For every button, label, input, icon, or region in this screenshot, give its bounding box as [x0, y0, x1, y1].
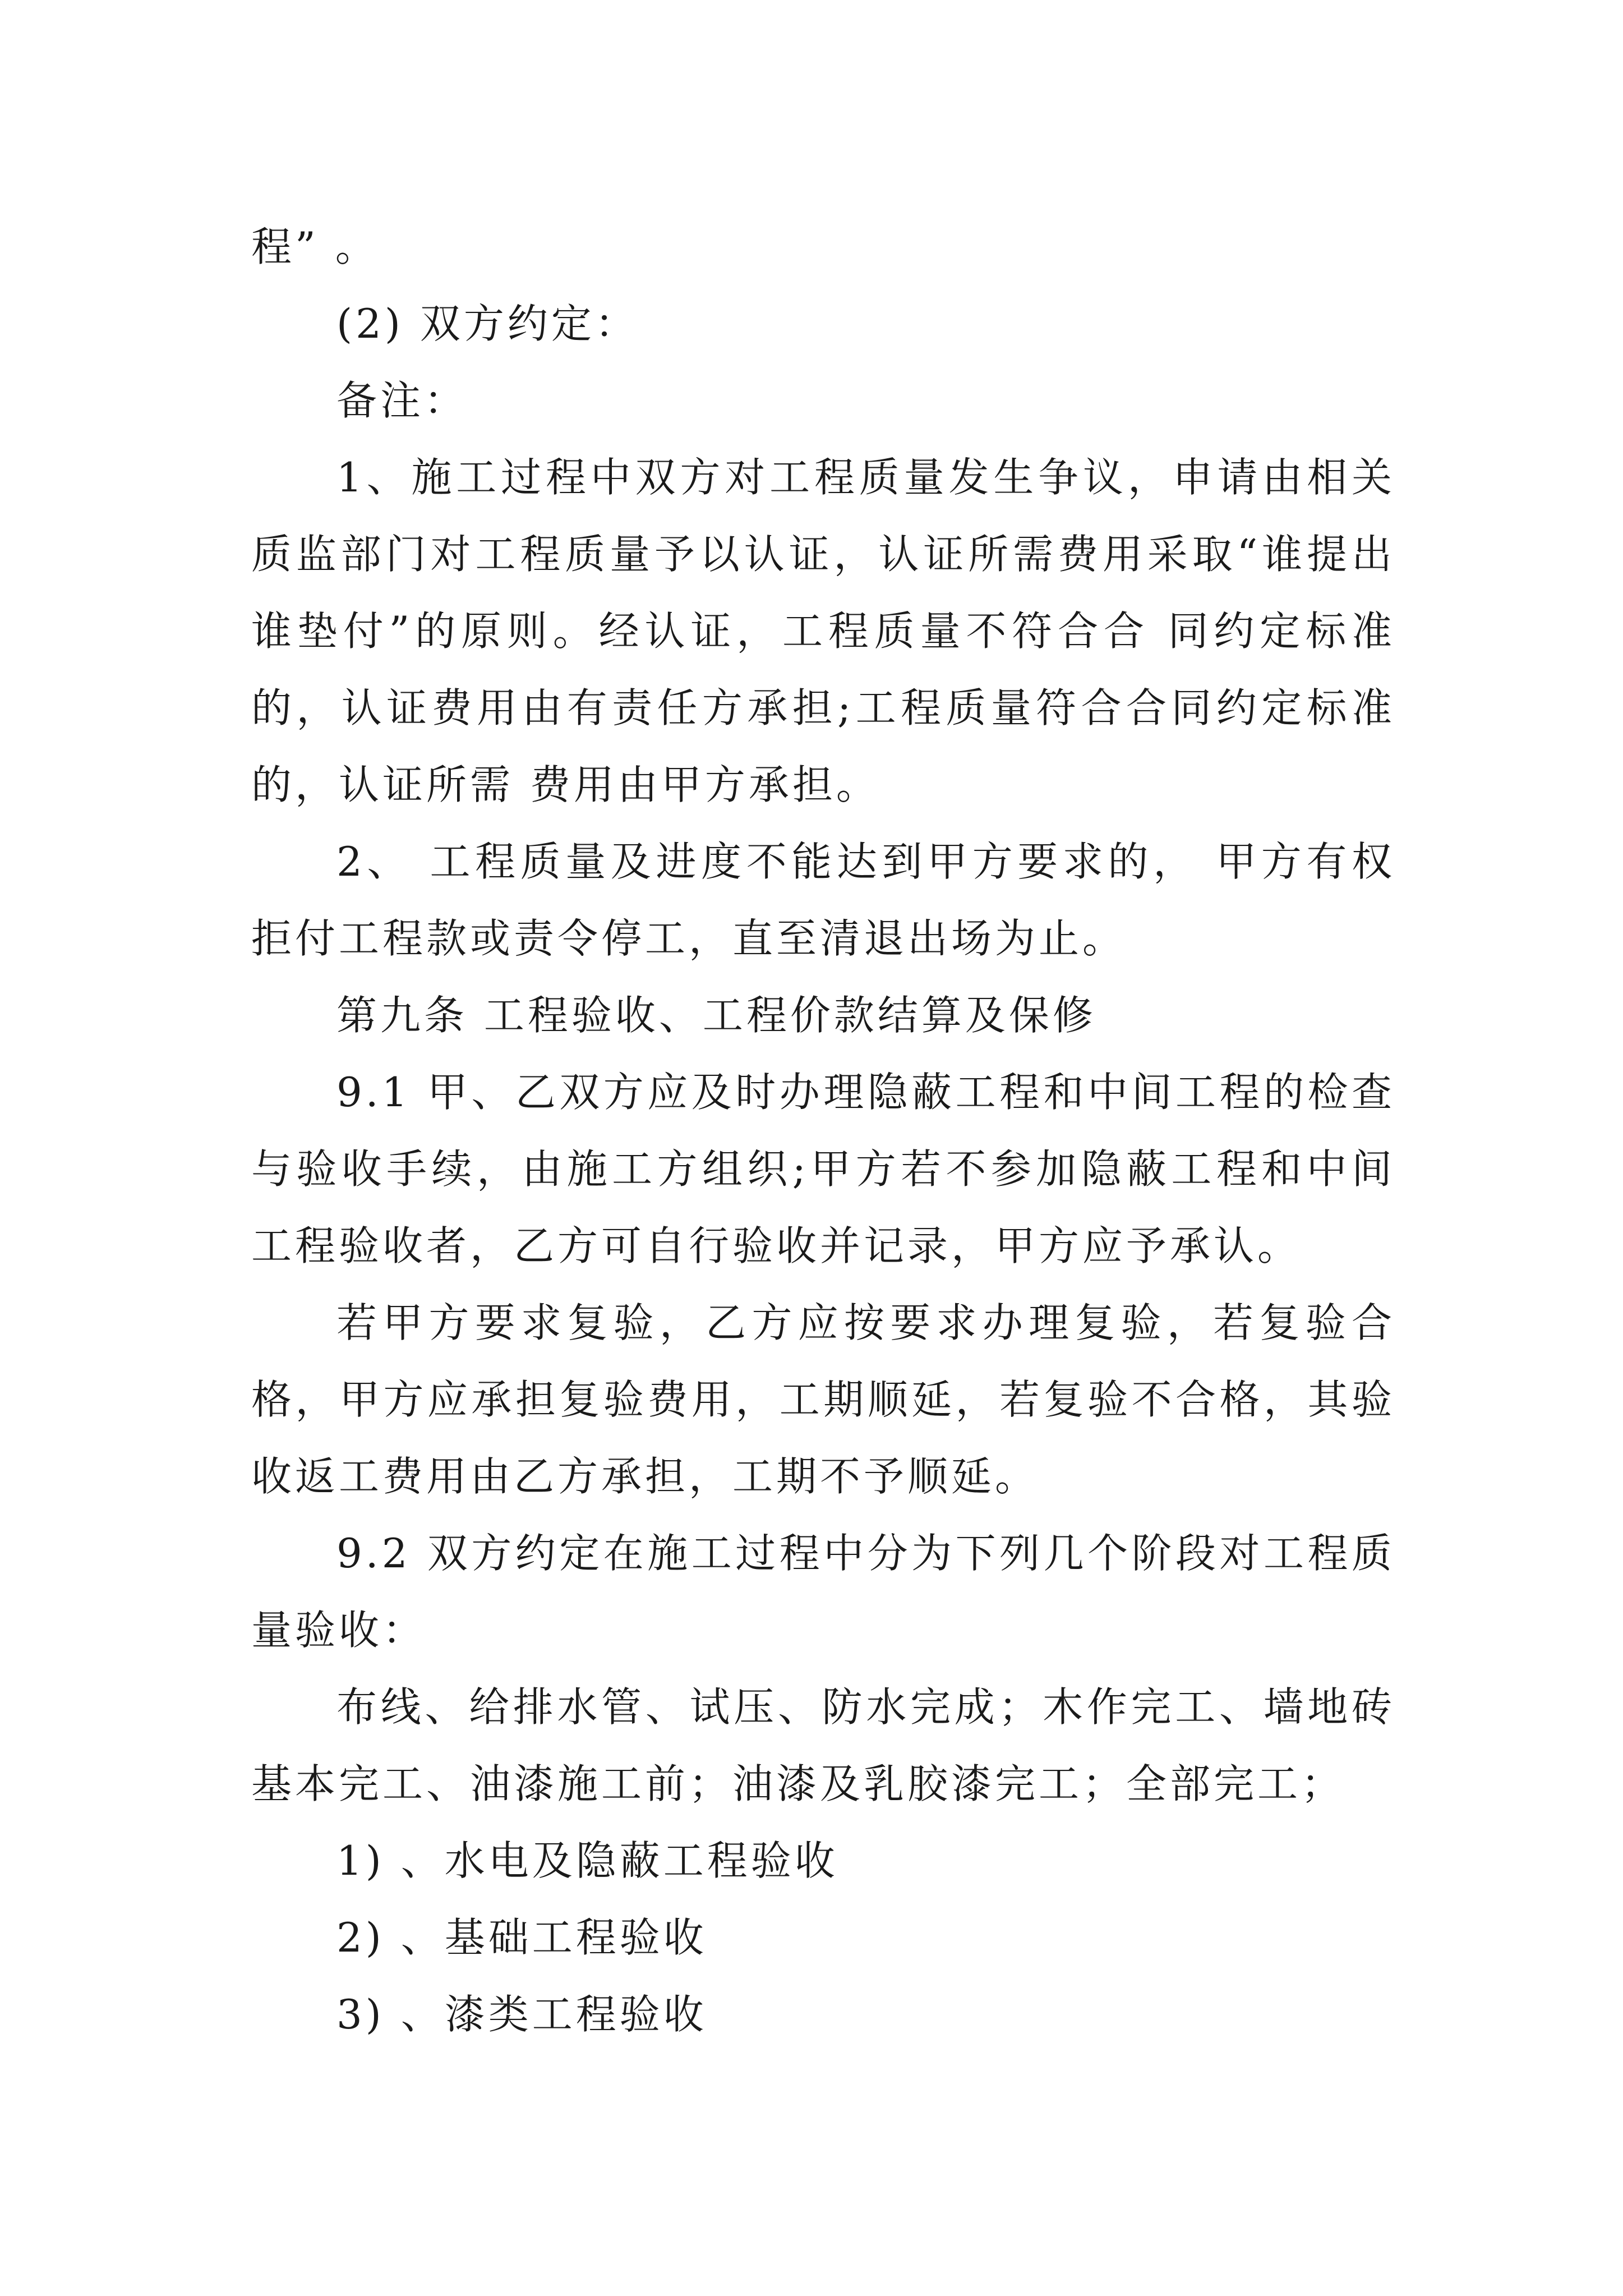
clause-9-1: 9.1 甲、乙双方应及时办理隐蔽工程和中间工程的检查与验收手续，由施工方组织;甲方若不参加隐蔽工程和中间工程验收者，乙方可自行验收并记录，甲方应予承认。: [251, 1069, 1395, 1269]
clause-9-2-stages: 布线、给排水管、试压、防水完成；木作完工、墙地砖基本完工、油漆施工前；油漆及乳胶漆完工；全部完工；: [251, 1683, 1395, 1807]
paragraph-mutual-agreement: (2) 双方约定：: [336, 300, 639, 347]
article-9-heading: 第九条 工程验收、工程价款结算及保修: [336, 992, 1096, 1039]
paragraph-continuation: 程” 。: [251, 223, 379, 270]
paragraph-remark-2: 2、 工程质量及进度不能达到甲方要求的， 甲方有权拒付工程款或责令停工，直至清退出场为止。: [251, 838, 1395, 962]
clause-9-1-reinspection: 若甲方要求复验，乙方应按要求办理复验，若复验合格，甲方应承担复验费用，工期顺延，若复验不合格，其验收返工费用由乙方承担，工期不予顺延。: [251, 1299, 1395, 1500]
paragraph-remarks-heading: 备注：: [336, 377, 468, 424]
list-item-3: 3) 、漆类工程验收: [336, 1991, 707, 2038]
list-item-1: 1) 、水电及隐蔽工程验收: [336, 1837, 838, 1884]
paragraph-remark-1: 1、施工过程中双方对工程质量发生争议，申请由相关质监部门对工程质量予以认证，认证所需费用采取“谁提出谁垫付”的原则。经认证，工程质量不符合合 同约定标准的，认证费用由有责任方承担;工程质量符合合同约定标准的，认证所需 费用由甲方承担。: [251, 454, 1395, 808]
document-body: [251, 209, 1395, 2053]
list-item-2: 2) 、基础工程验收: [336, 1914, 707, 1961]
clause-9-2: 9.2 双方约定在施工过程中分为下列几个阶段对工程质量验收：: [251, 1530, 1395, 1654]
